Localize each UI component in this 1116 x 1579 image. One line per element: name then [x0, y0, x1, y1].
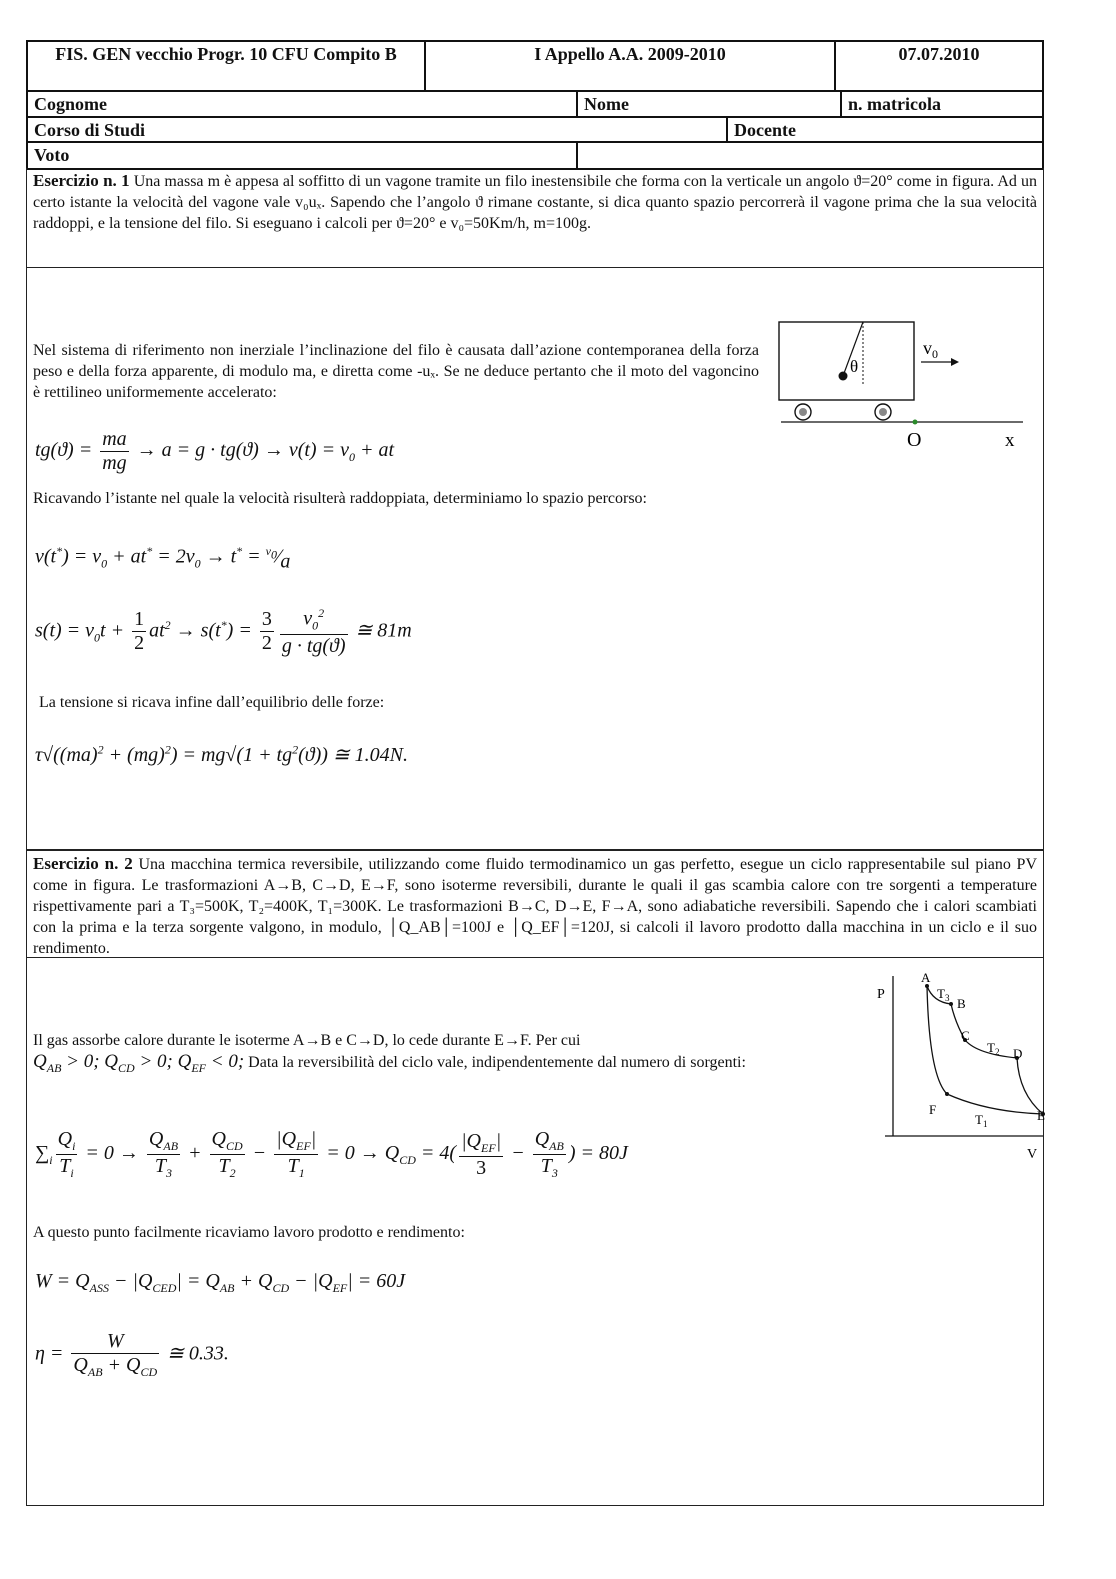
- theta-label: θ: [850, 357, 859, 376]
- ex2-title: Esercizio n. 2: [33, 854, 133, 873]
- course-title: FIS. GEN vecchio Progr. 10 CFU Compito B: [55, 44, 397, 64]
- ex2-statement: [27, 851, 1043, 963]
- eq-time: $v(t^*) = v_0 + at^* = 2v_0 \to t^*$ = $^{v_0}⁄_a$: [35, 544, 291, 573]
- label-t3: $T_3$: [937, 986, 950, 1003]
- header-row-4: [28, 143, 1042, 168]
- appello: I Appello A.A. 2009-2010: [424, 42, 834, 90]
- result-efficiency: ≅ 0.33.: [167, 1342, 229, 1365]
- x-label: x: [1005, 430, 1015, 451]
- p-label: P: [877, 987, 885, 1002]
- result-space: ≅ 81m: [355, 619, 412, 642]
- matricola-label: n. matricola: [840, 92, 1042, 116]
- header-row-2: [28, 92, 1042, 118]
- label-c: C: [961, 1028, 970, 1043]
- header-row-3: [28, 118, 1042, 143]
- label-e: E: [1037, 1108, 1045, 1123]
- label-t1: $T_1$: [975, 1112, 988, 1129]
- result-work: = 60J: [357, 1270, 406, 1292]
- ex1-solution-box: [26, 268, 1044, 850]
- eq-tension: $\tau√((ma)^2 + (mg)^2) = mg√(1 + tg^2(ϑ))$ ≅ 1.04N.: [35, 742, 409, 766]
- wagon-figure: [773, 316, 1035, 456]
- point-f: [945, 1092, 949, 1096]
- ex2-paragraph-1: [33, 1030, 829, 1079]
- wheel-right-hub: [879, 408, 887, 416]
- adiabatic-de: [1017, 1058, 1043, 1114]
- eq-clausius: $\sum_i$ $\frac{Q_i}{T_i}$ = 0 → $\frac{Q_{AB}}{T_3}$ + $\frac{Q_{CD}}{T_2}$ − $\frac{|Q_{EF}|}{T_1}$ = $0 \to Q_{CD} = 4$( $\frac{|Q_{EF}|}{3}$ − $\frac{Q_{AB}}{T_3}$ ) = 80J: [35, 1128, 628, 1180]
- ex2-statement-text: Una macchina termica reversibile, utilizzando come fluido termodinamico un gas perfetto, esegue un ciclo rappresentabile sul piano PV come in figura. Le trasformazioni A→B, C→D, E→F, sono isoterme reversibili, durante le quali il gas scambia calore con tre sorgenti a temperature rispettivamente pari a T₃=500K, T₂=400K, T₁=300K. Le trasformazioni B→C, D→E, F→A, sono adiabatiche reversibili. Sapendo che i calori scambiati con la prima e la terza sorgente valgono, in modulo, │Q_AB│=100J e │Q_EF│=120J, si calcoli il lavoro prodotto dalla macchina in un ciclo e il suo rendimento.: [33, 856, 1038, 957]
- mass: [839, 372, 848, 381]
- label-a: A: [921, 970, 931, 985]
- ex2-solution-box: [26, 958, 1044, 1506]
- label-f: F: [929, 1102, 937, 1117]
- eq-efficiency: η = $\frac{W}{Q_{AB} + Q_{CD}}$ ≅ 0.33.: [35, 1330, 229, 1379]
- ex1-paragraph-3: La tensione si ricava infine dall’equilibrio delle forze:: [39, 694, 385, 711]
- origin-label: O: [907, 429, 922, 451]
- ex1-statement: [27, 168, 1043, 238]
- eq-work: $W = Q_{ASS} - |Q_{CED}| = Q_{AB} + Q_{CD} - |Q_{EF}| = 60J$: [35, 1270, 406, 1295]
- ex2-p1-text: Il gas assorbe calore durante le isoterme A→B e C→D, lo cede durante E→F. Per cui: [33, 1032, 581, 1049]
- ex1-title: Esercizio n. 1: [33, 171, 130, 190]
- eq-signs: $Q_{AB} > 0$; $Q_{CD} > 0$; $Q_{EF} < 0$;: [33, 1051, 245, 1075]
- ex2-paragraph-2: A questo punto facilmente ricaviamo lavoro prodotto e rendimento:: [33, 1224, 465, 1241]
- result-qcd: = 80J: [580, 1142, 628, 1165]
- docente-label: Docente: [726, 118, 1042, 141]
- label-b: B: [957, 996, 966, 1011]
- wheel-left-hub: [799, 408, 807, 416]
- header-row-1: [28, 42, 1042, 92]
- corso-label: Corso di Studi: [34, 120, 146, 140]
- label-t2: $T_2$: [987, 1040, 1000, 1057]
- voto-value: [576, 143, 1042, 168]
- ex2-statement-box: [26, 850, 1044, 958]
- cognome-label: Cognome: [34, 94, 107, 114]
- ex1-paragraph-2: Ricavando l’istante nel quale la velocità risulterà raddoppiata, determiniamo lo spazio percorso:: [33, 490, 647, 507]
- exam-date: 07.07.2010: [834, 42, 1042, 90]
- wagon-body: [779, 322, 914, 400]
- v-label: V: [1027, 1147, 1038, 1162]
- eq-acceleration: tg(ϑ) = $\frac{ma}{mg}$ → $a = g \cdot tg(ϑ) \to v(t) = v_0$ + at: [35, 428, 395, 474]
- header-table: [26, 40, 1044, 170]
- v0-label: $v_0$: [923, 338, 938, 361]
- origin-dot: [913, 420, 918, 425]
- pv-diagram: [847, 964, 1043, 1164]
- nome-label: Nome: [576, 92, 840, 116]
- result-tension: ≅ 1.04N.: [332, 744, 409, 766]
- eq-space: $s(t) = v_0t$ + $\frac{1}{2}$ $at^2 \to s(t^*)$ = $\frac{3}{2}$ $\frac{v_0^2}{g \cdot tg(ϑ)}$ ≅ 81m: [35, 606, 412, 657]
- label-d: D: [1013, 1046, 1023, 1061]
- ex1-paragraph-1: Nel sistema di riferimento non inerziale l’inclinazione del filo è causata dall’azione contemporanea della forza peso e della forza apparente, di modulo ma, e diretta come -uₓ. Se ne deduce pertanto che il moto del vagoncino è rettilineo uniformemente accelerato:: [33, 342, 759, 401]
- velocity-arrow-head: [951, 358, 959, 366]
- ex2-p1b-text: Data la reversibilità del ciclo vale, indipendentemente dal numero di sorgenti:: [248, 1054, 746, 1071]
- ex1-statement-box: [26, 168, 1044, 268]
- point-b: [949, 1002, 953, 1006]
- ex1-statement-text: Una massa m è appesa al soffitto di un vagone tramite un filo inestensibile che forma con la verticale un angolo ϑ=20° come in figura. Ad un certo istante la velocità del vagone vale v₀uₓ. Sapendo che l’angolo ϑ rimane costante, si dica quanto spazio percorrerà il vagone prima che la sua velocità raddoppi, e la tensione del filo. Si eseguano i calcoli per ϑ=20° e v₀=50Km/h, m=100g.: [33, 173, 1037, 232]
- voto-label: Voto: [34, 145, 70, 165]
